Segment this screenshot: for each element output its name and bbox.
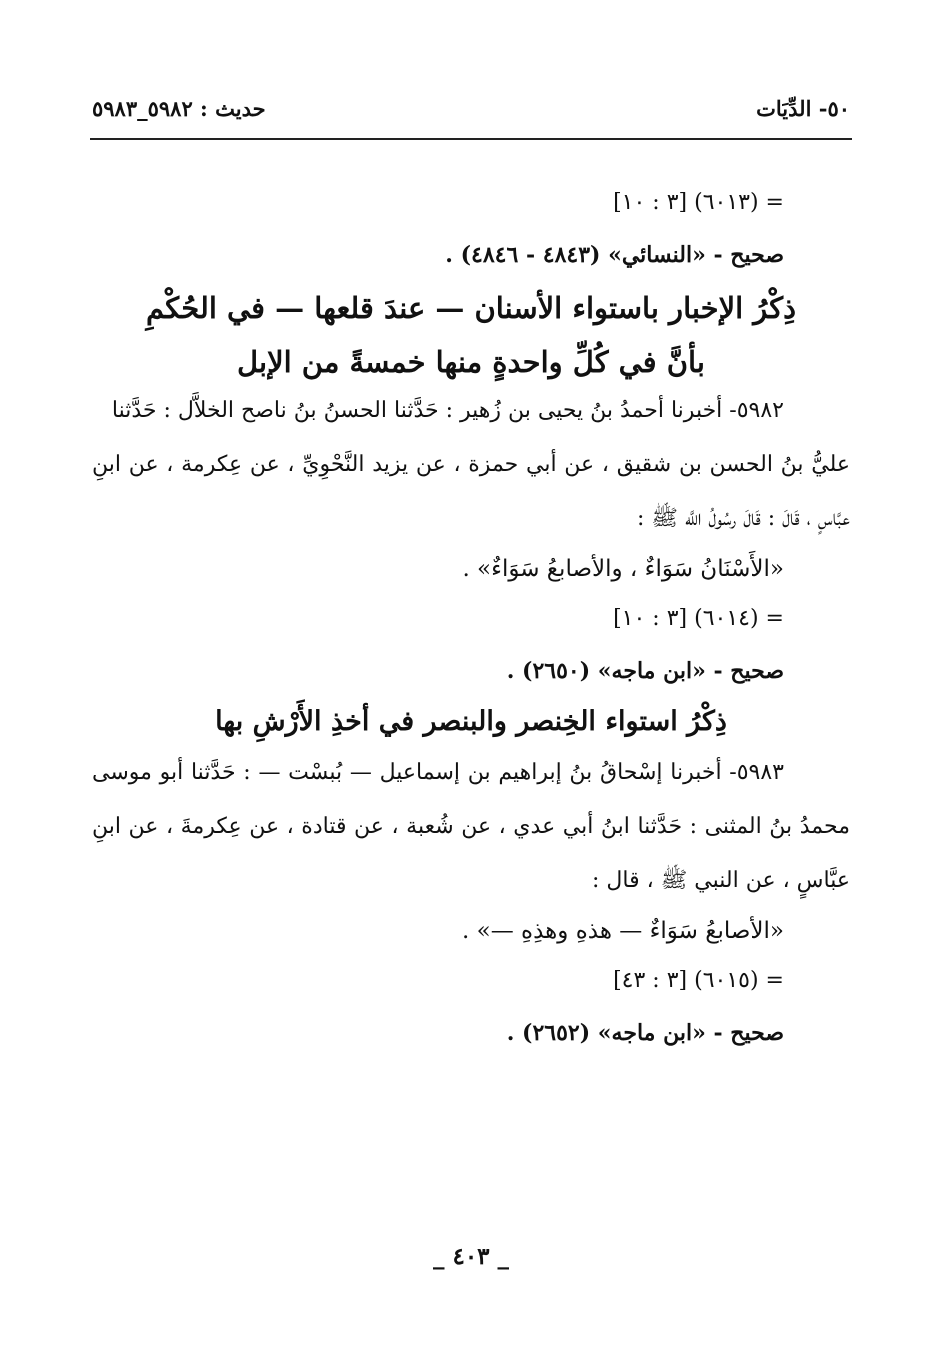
- hadith-line: ٥٩٨٣- أخبرنا إسْحاقُ بنُ إبراهيم بن إسماعيل — بُبسْت — : حَدَّثنا أبو موسى: [92, 760, 784, 785]
- hadith-matn: «الأَسْنَانُ سَوَاءٌ ، والأصابعُ سَوَاءٌ» .: [462, 556, 784, 582]
- hadith-text: [92, 746, 850, 908]
- cross-reference: = (٦٠١٥) [٣ : ٤٣]: [613, 968, 784, 993]
- header-rule: [90, 138, 852, 140]
- cross-reference: = (٦٠١٣) [٣ : ١٠]: [613, 190, 784, 215]
- hadith-range: حديث : ٥٩٨٢_٥٩٨٣: [92, 96, 266, 121]
- hadith-line: عبَّاسٍ ، عن النبي ﷺ ، قال :: [592, 868, 850, 893]
- section-heading: ذِكْرُ استواء الخِنصر والبنصر في أخذِ الأَرْشِ بها: [215, 706, 727, 737]
- hadith-line: عليُّ بنُ الحسن بن شقيق ، عن أبي حمزة ، عن يزيد النَّحْوِيِّ ، عن عِكرمة ، عن ابنِ: [92, 452, 850, 477]
- grading-line: صحيح - «النسائي» (٤٨٤٣ - ٤٨٤٦) .: [445, 242, 784, 268]
- hadith-line: عبَّاسٍ ، قَالَ : قَالَ رسُولُ اللَّه ﷺ :: [636, 506, 850, 531]
- section-heading: ذِكْرُ الإخبار باستواء الأسنان — عندَ قلعها — في الحُكْمِ: [145, 291, 796, 325]
- page-number: _ ٤٠٣ _: [432, 1243, 510, 1270]
- chapter-title: ٥٠- الدِّيَات: [756, 96, 850, 121]
- cross-reference: = (٦٠١٤) [٣ : ١٠]: [613, 606, 784, 631]
- hadith-text: [92, 384, 850, 546]
- hadith-matn: «الأصابعُ سَوَاءٌ — هذهِ وهذِهِ —» .: [462, 918, 784, 944]
- section-heading-continued: بأنَّ في كُلِّ واحدةٍ منها خمسةً من الإبل: [237, 345, 705, 379]
- hadith-line: محمدُ بنُ المثنى : حَدَّثنا ابنُ أبي عدي ، عن شُعبة ، عن قتادة ، عن عِكرمةَ ، عن ابنِ: [92, 814, 850, 839]
- hadith-line: ٥٩٨٢- أخبرنا أحمدُ بنُ يحيى بن زُهير : حَدَّثنا الحسنُ بنُ ناصح الخلاَّل : حَدَّثنا: [111, 398, 784, 423]
- grading-line: صحيح - «ابن ماجه» (٢٦٥٠) .: [506, 658, 784, 684]
- grading-line: صحيح - «ابن ماجه» (٢٦٥٢) .: [506, 1020, 784, 1046]
